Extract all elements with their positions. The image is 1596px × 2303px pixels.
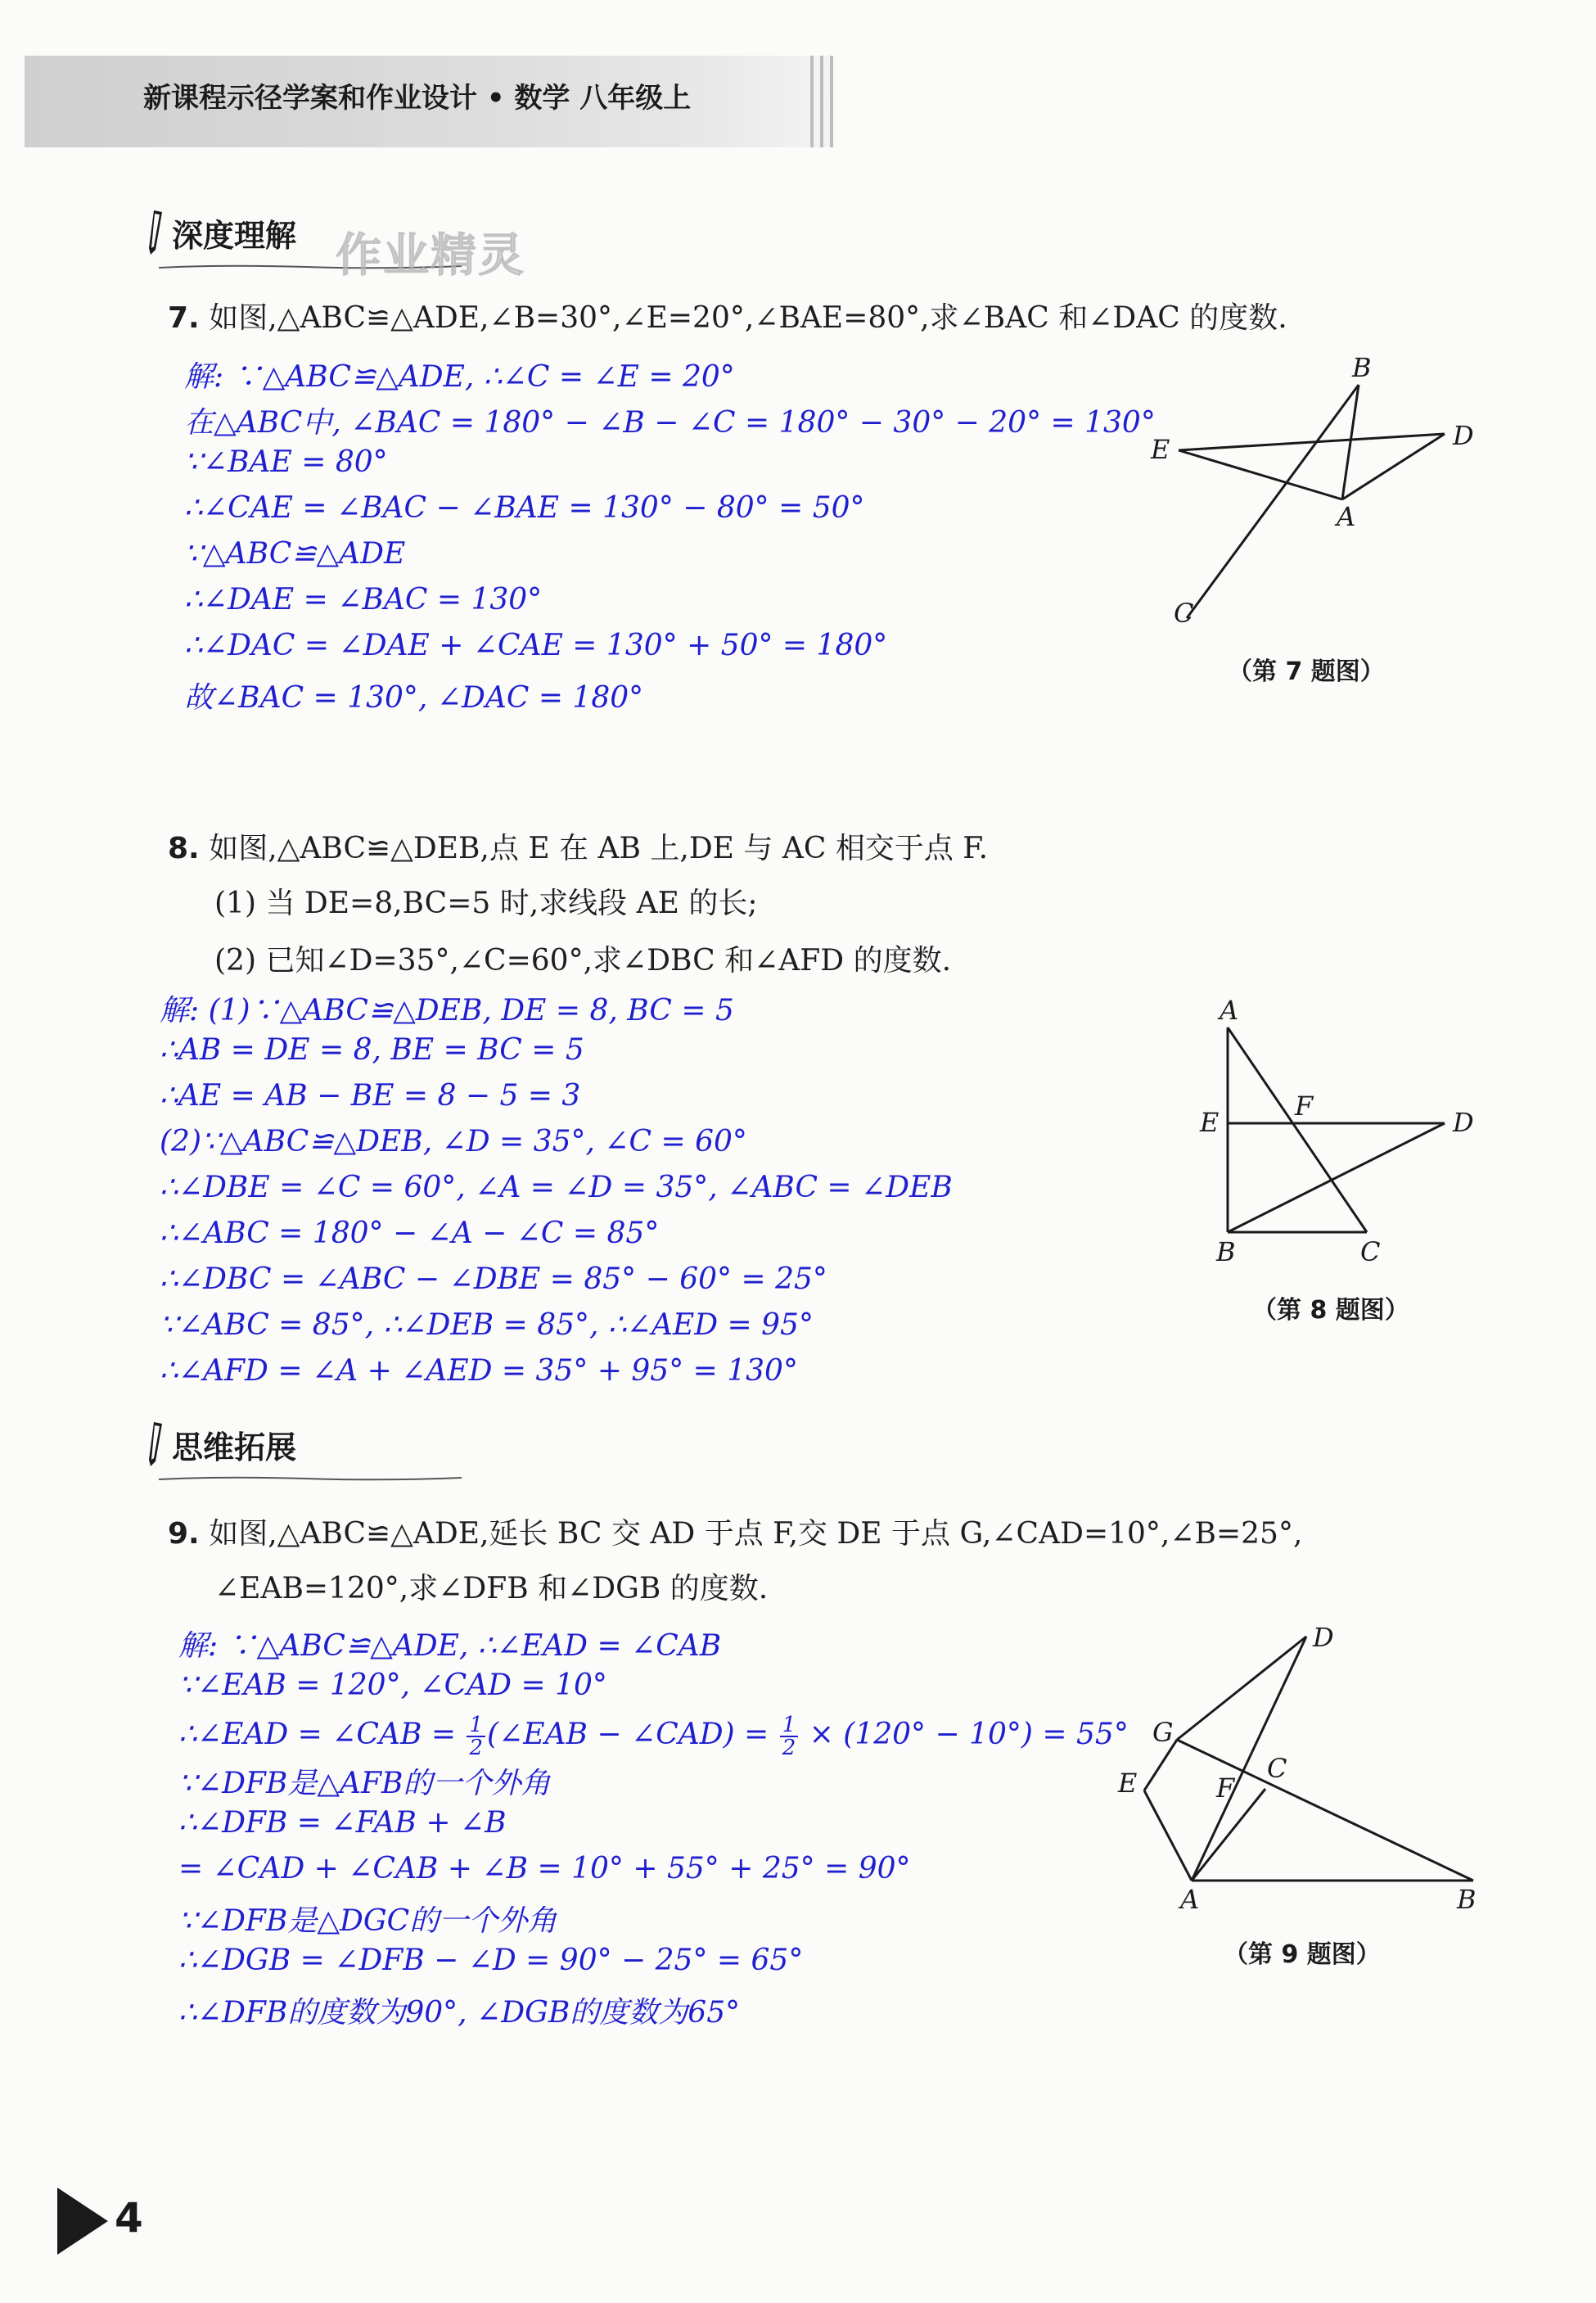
label-C: C [1360, 1236, 1381, 1267]
section-underline [159, 1476, 462, 1481]
q9-answer-line-3: ∴∠EAD = ∠CAB = $\frac{1}{2}$ (∠EAB − ∠CAD) = $\frac{1}{2}$ × (120° − 10°) = 55° [178, 1713, 1129, 1760]
label-G: G [1152, 1717, 1174, 1748]
section-title: 思维拓展 [172, 1429, 297, 1465]
line-AC [1228, 1027, 1367, 1232]
figure-9 [1097, 1617, 1490, 1920]
header-title: 新课程示径学案和作业设计 • 数学 八年级上 [143, 82, 692, 115]
line-DG [1177, 1637, 1306, 1740]
label-A: A [1337, 501, 1356, 532]
page-marker-icon [57, 2188, 108, 2255]
question-8-part-1: (1) 当 DE=8,BC=5 时,求线段 AE 的长; [214, 887, 758, 920]
section-deep-understanding [147, 209, 296, 256]
label-C: C [1174, 598, 1194, 629]
label-B: B [1216, 1236, 1236, 1267]
question-8: 8. 如图,△ABC≌△DEB,点 E 在 AB 上,DE 与 AC 相交于点 F. [168, 832, 989, 865]
question-9: 9. 如图,△ABC≌△ADE,延长 BC 交 AD 于点 F,交 DE 于点 G,∠CAD=10°,∠B=25°, [168, 1517, 1303, 1551]
label-E: E [1200, 1107, 1220, 1138]
label-D: D [1453, 1107, 1474, 1138]
page-number: 4 [115, 2194, 143, 2242]
pencil-icon [147, 209, 165, 256]
section-title: 深度理解 [172, 217, 297, 254]
figure-7-caption: （第 7 题图） [1228, 657, 1385, 686]
question-9-line-2: ∠EAB=120°,求∠DFB 和∠DGB 的度数. [214, 1572, 769, 1605]
label-F: F [1295, 1091, 1314, 1122]
question-7: 7. 如图,△ABC≌△ADE,∠B=30°,∠E=20°,∠BAE=80°,求∠BAC 和∠DAC 的度数. [168, 301, 1287, 335]
figure-9-caption: （第 9 题图） [1224, 1940, 1381, 1969]
line-DA [1342, 434, 1445, 499]
fraction-half: $\frac{1}{2}$ [780, 1714, 799, 1759]
label-D: D [1453, 420, 1474, 451]
label-F: F [1216, 1772, 1235, 1804]
label-A: A [1180, 1884, 1200, 1915]
label-E: E [1118, 1768, 1138, 1799]
label-A: A [1220, 995, 1239, 1026]
line-AD [1192, 1637, 1306, 1881]
figure-8 [1187, 995, 1498, 1273]
figure-7 [1138, 344, 1498, 639]
line-GB [1177, 1740, 1473, 1881]
line-DB [1228, 1123, 1445, 1232]
line-EA [1179, 450, 1342, 499]
watermark: 作业精灵 [336, 229, 525, 282]
line-BC [1187, 385, 1359, 618]
line-EA [1144, 1790, 1192, 1881]
label-B: B [1457, 1884, 1477, 1915]
label-B: B [1352, 352, 1372, 383]
figure-8-caption: （第 8 题图） [1252, 1296, 1409, 1325]
label-E: E [1151, 434, 1170, 465]
section-thinking-extension [147, 1420, 296, 1468]
fraction-half: $\frac{1}{2}$ [467, 1714, 485, 1759]
label-D: D [1313, 1622, 1334, 1653]
question-8-part-2: (2) 已知∠D=35°,∠C=60°,求∠DBC 和∠AFD 的度数. [214, 944, 952, 978]
pencil-icon [147, 1420, 165, 1468]
label-C: C [1267, 1753, 1287, 1784]
